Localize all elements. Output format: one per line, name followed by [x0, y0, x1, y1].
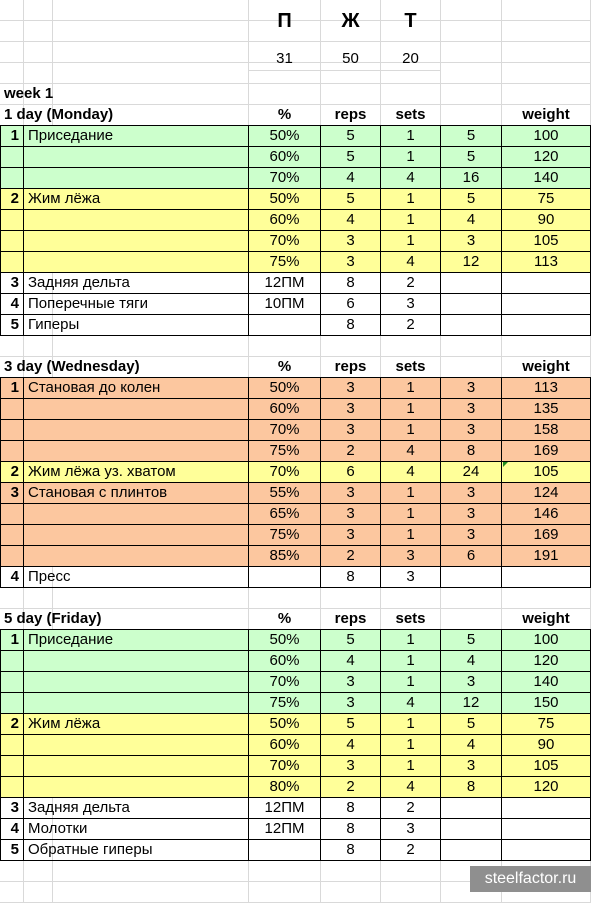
weight-cell[interactable]: 75 [502, 714, 591, 735]
total-cell[interactable] [441, 567, 502, 588]
percent-cell[interactable]: 12ПМ [249, 798, 321, 819]
weight-cell[interactable]: 140 [502, 672, 591, 693]
row-index[interactable] [0, 231, 24, 252]
grid-cell[interactable] [24, 882, 53, 903]
grid-cell[interactable] [0, 21, 24, 42]
weight-cell[interactable]: 90 [502, 210, 591, 231]
grid-cell[interactable] [0, 0, 24, 21]
reps-cell[interactable]: 3 [321, 378, 381, 399]
row-index[interactable] [0, 693, 24, 714]
reps-cell[interactable]: 2 [321, 777, 381, 798]
weight-cell[interactable]: 75 [502, 189, 591, 210]
percent-cell[interactable]: 70% [249, 672, 321, 693]
percent-cell[interactable]: 75% [249, 441, 321, 462]
exercise-name[interactable]: Приседание [24, 126, 249, 147]
grid-cell[interactable] [441, 0, 502, 21]
row-index[interactable]: 3 [0, 273, 24, 294]
column-header: reps [321, 609, 381, 630]
weight-cell[interactable]: 120 [502, 147, 591, 168]
column-header: % [249, 609, 321, 630]
exercise-name[interactable]: Становая с плинтов [24, 483, 249, 504]
row-index[interactable]: 3 [0, 483, 24, 504]
exercise-name[interactable]: Гиперы [24, 315, 249, 336]
total-cell[interactable]: 24 [441, 462, 502, 483]
grid-cell[interactable] [249, 861, 321, 882]
reps-cell[interactable]: 3 [321, 756, 381, 777]
percent-cell[interactable]: 60% [249, 147, 321, 168]
percent-cell[interactable]: 65% [249, 504, 321, 525]
week-label: week 1 [0, 84, 249, 105]
reps-cell[interactable]: 4 [321, 735, 381, 756]
grid-cell[interactable] [53, 861, 249, 882]
row-index[interactable]: 5 [0, 840, 24, 861]
weight-cell[interactable]: 120 [502, 651, 591, 672]
header-number: 20 [381, 46, 441, 71]
grid-cell[interactable] [502, 21, 591, 42]
grid-cell[interactable] [321, 84, 381, 105]
total-cell[interactable]: 3 [441, 756, 502, 777]
exercise-name[interactable] [24, 651, 249, 672]
total-cell[interactable]: 3 [441, 504, 502, 525]
row-index[interactable] [0, 399, 24, 420]
reps-cell[interactable]: 6 [321, 462, 381, 483]
row-index[interactable]: 1 [0, 630, 24, 651]
exercise-name[interactable] [24, 252, 249, 273]
sets-cell[interactable]: 1 [381, 756, 441, 777]
column-header: sets [381, 609, 441, 630]
grid-cell[interactable] [321, 336, 381, 357]
row-index[interactable] [0, 441, 24, 462]
weight-cell[interactable]: 191 [502, 546, 591, 567]
total-cell[interactable]: 5 [441, 189, 502, 210]
reps-cell[interactable]: 5 [321, 147, 381, 168]
exercise-name[interactable] [24, 210, 249, 231]
total-cell[interactable] [441, 315, 502, 336]
sets-cell[interactable]: 4 [381, 441, 441, 462]
row-index[interactable] [0, 735, 24, 756]
sets-cell[interactable]: 4 [381, 168, 441, 189]
reps-cell[interactable]: 3 [321, 252, 381, 273]
column-header: sets [381, 105, 441, 126]
row-index[interactable]: 2 [0, 462, 24, 483]
header-letter: П [249, 0, 321, 42]
row-index[interactable] [0, 420, 24, 441]
total-cell[interactable]: 5 [441, 126, 502, 147]
reps-cell[interactable]: 5 [321, 189, 381, 210]
total-cell[interactable]: 16 [441, 168, 502, 189]
total-cell[interactable]: 6 [441, 546, 502, 567]
percent-cell[interactable]: 50% [249, 714, 321, 735]
grid-cell[interactable] [0, 861, 24, 882]
sets-cell[interactable]: 3 [381, 567, 441, 588]
sets-cell[interactable]: 4 [381, 462, 441, 483]
grid-cell[interactable] [441, 42, 502, 63]
exercise-name[interactable]: Задняя дельта [24, 273, 249, 294]
grid-cell[interactable] [441, 21, 502, 42]
total-cell[interactable]: 3 [441, 399, 502, 420]
percent-cell[interactable]: 60% [249, 399, 321, 420]
row-index[interactable] [0, 504, 24, 525]
sets-cell[interactable]: 2 [381, 273, 441, 294]
grid-cell[interactable] [502, 84, 591, 105]
total-cell[interactable]: 4 [441, 735, 502, 756]
total-cell[interactable]: 3 [441, 672, 502, 693]
reps-cell[interactable]: 2 [321, 441, 381, 462]
weight-cell[interactable]: 100 [502, 126, 591, 147]
sets-cell[interactable]: 1 [381, 735, 441, 756]
total-cell[interactable]: 4 [441, 210, 502, 231]
grid-cell[interactable] [24, 0, 53, 21]
exercise-name[interactable] [24, 693, 249, 714]
weight-cell[interactable] [502, 273, 591, 294]
exercise-name[interactable]: Жим лёжа уз. хватом [24, 462, 249, 483]
row-index[interactable]: 1 [0, 378, 24, 399]
grid-cell[interactable] [441, 588, 502, 609]
column-header [441, 609, 502, 630]
grid-cell[interactable] [502, 588, 591, 609]
reps-cell[interactable]: 5 [321, 714, 381, 735]
column-header: % [249, 105, 321, 126]
sets-cell[interactable]: 2 [381, 840, 441, 861]
percent-cell[interactable]: 75% [249, 525, 321, 546]
sets-cell[interactable]: 1 [381, 147, 441, 168]
total-cell[interactable]: 4 [441, 651, 502, 672]
grid-cell[interactable] [441, 63, 502, 84]
weight-cell[interactable]: 146 [502, 504, 591, 525]
row-index[interactable]: 4 [0, 567, 24, 588]
section-title: 5 day (Friday) [0, 609, 249, 630]
grid-cell[interactable] [381, 861, 441, 882]
total-cell[interactable] [441, 273, 502, 294]
header-number: 50 [321, 46, 381, 71]
grid-cell[interactable] [53, 336, 249, 357]
percent-cell[interactable]: 50% [249, 126, 321, 147]
row-index[interactable] [0, 147, 24, 168]
total-cell[interactable] [441, 840, 502, 861]
column-header: weight [502, 609, 591, 630]
grid-cell[interactable] [0, 588, 24, 609]
grid-cell[interactable] [0, 882, 24, 903]
exercise-name[interactable]: Становая до колен [24, 378, 249, 399]
percent-cell[interactable]: 75% [249, 693, 321, 714]
weight-cell[interactable]: 113 [502, 252, 591, 273]
reps-cell[interactable]: 3 [321, 672, 381, 693]
percent-cell[interactable]: 12ПМ [249, 273, 321, 294]
watermark: steelfactor.ru [470, 866, 591, 892]
grid-cell[interactable] [249, 588, 321, 609]
column-header: reps [321, 105, 381, 126]
total-cell[interactable] [441, 819, 502, 840]
sets-cell[interactable]: 3 [381, 294, 441, 315]
exercise-name[interactable] [24, 420, 249, 441]
sets-cell[interactable]: 1 [381, 672, 441, 693]
weight-cell[interactable] [502, 315, 591, 336]
percent-cell[interactable]: 10ПМ [249, 294, 321, 315]
sets-cell[interactable]: 2 [381, 798, 441, 819]
total-cell[interactable]: 3 [441, 378, 502, 399]
header-letter: Т [381, 0, 441, 42]
percent-cell[interactable]: 60% [249, 651, 321, 672]
sets-cell[interactable]: 1 [381, 651, 441, 672]
exercise-name[interactable]: Жим лёжа [24, 189, 249, 210]
percent-cell[interactable]: 50% [249, 189, 321, 210]
weight-cell[interactable] [502, 819, 591, 840]
exercise-name[interactable] [24, 147, 249, 168]
reps-cell[interactable]: 5 [321, 126, 381, 147]
weight-cell[interactable]: 105 [502, 462, 591, 483]
sets-cell[interactable]: 3 [381, 546, 441, 567]
percent-cell[interactable]: 70% [249, 462, 321, 483]
exercise-name[interactable] [24, 546, 249, 567]
sets-cell[interactable]: 4 [381, 693, 441, 714]
percent-cell[interactable] [249, 315, 321, 336]
sets-cell[interactable]: 1 [381, 399, 441, 420]
column-header [441, 357, 502, 378]
reps-cell[interactable]: 3 [321, 525, 381, 546]
grid-cell[interactable] [441, 336, 502, 357]
sets-cell[interactable]: 2 [381, 315, 441, 336]
reps-cell[interactable]: 5 [321, 630, 381, 651]
section-title: 1 day (Monday) [0, 105, 249, 126]
weight-cell[interactable]: 124 [502, 483, 591, 504]
total-cell[interactable]: 5 [441, 714, 502, 735]
grid-cell[interactable] [53, 882, 249, 903]
exercise-name[interactable]: Задняя дельта [24, 798, 249, 819]
sets-cell[interactable]: 1 [381, 483, 441, 504]
weight-cell[interactable]: 150 [502, 693, 591, 714]
grid-cell[interactable] [24, 336, 53, 357]
weight-cell[interactable]: 169 [502, 441, 591, 462]
grid-cell[interactable] [381, 882, 441, 903]
section-title: 3 day (Wednesday) [0, 357, 249, 378]
weight-cell[interactable] [502, 798, 591, 819]
comment-marker-icon[interactable] [503, 462, 508, 467]
percent-cell[interactable]: 75% [249, 252, 321, 273]
column-header: % [249, 357, 321, 378]
weight-cell[interactable]: 105 [502, 756, 591, 777]
column-header [441, 105, 502, 126]
exercise-name[interactable] [24, 777, 249, 798]
row-index[interactable]: 4 [0, 819, 24, 840]
percent-cell[interactable]: 85% [249, 546, 321, 567]
grid-cell[interactable] [321, 861, 381, 882]
weight-cell[interactable]: 158 [502, 420, 591, 441]
row-index[interactable]: 2 [0, 189, 24, 210]
total-cell[interactable]: 5 [441, 630, 502, 651]
percent-cell[interactable] [249, 840, 321, 861]
grid-cell[interactable] [249, 336, 321, 357]
row-index[interactable] [0, 546, 24, 567]
percent-cell[interactable]: 50% [249, 378, 321, 399]
total-cell[interactable]: 8 [441, 441, 502, 462]
header-number: 31 [249, 46, 321, 71]
percent-cell[interactable]: 70% [249, 168, 321, 189]
weight-cell[interactable] [502, 840, 591, 861]
weight-cell[interactable]: 169 [502, 525, 591, 546]
sets-cell[interactable]: 4 [381, 252, 441, 273]
grid-cell[interactable] [249, 84, 321, 105]
exercise-name[interactable]: Жим лёжа [24, 714, 249, 735]
reps-cell[interactable]: 3 [321, 693, 381, 714]
grid-cell[interactable] [53, 588, 249, 609]
exercise-name[interactable] [24, 735, 249, 756]
row-index[interactable]: 5 [0, 315, 24, 336]
sets-cell[interactable]: 1 [381, 378, 441, 399]
sets-cell[interactable]: 1 [381, 420, 441, 441]
reps-cell[interactable]: 6 [321, 294, 381, 315]
exercise-name[interactable] [24, 504, 249, 525]
reps-cell[interactable]: 3 [321, 504, 381, 525]
grid-cell[interactable] [381, 84, 441, 105]
reps-cell[interactable]: 8 [321, 567, 381, 588]
reps-cell[interactable]: 4 [321, 168, 381, 189]
percent-cell[interactable]: 60% [249, 210, 321, 231]
exercise-name[interactable] [24, 756, 249, 777]
percent-cell[interactable]: 50% [249, 630, 321, 651]
reps-cell[interactable]: 4 [321, 651, 381, 672]
sets-cell[interactable]: 1 [381, 126, 441, 147]
row-index[interactable] [0, 651, 24, 672]
row-index[interactable]: 2 [0, 714, 24, 735]
total-cell[interactable]: 3 [441, 420, 502, 441]
exercise-name[interactable]: Обратные гиперы [24, 840, 249, 861]
grid-cell[interactable] [0, 63, 24, 84]
exercise-name[interactable] [24, 441, 249, 462]
total-cell[interactable]: 12 [441, 693, 502, 714]
weight-cell[interactable]: 140 [502, 168, 591, 189]
reps-cell[interactable]: 8 [321, 315, 381, 336]
exercise-name[interactable] [24, 672, 249, 693]
total-cell[interactable] [441, 294, 502, 315]
percent-cell[interactable]: 70% [249, 231, 321, 252]
row-index[interactable]: 3 [0, 798, 24, 819]
sets-cell[interactable]: 1 [381, 630, 441, 651]
sets-cell[interactable]: 3 [381, 819, 441, 840]
exercise-name[interactable] [24, 231, 249, 252]
header-letter: Ж [321, 0, 381, 42]
sets-cell[interactable]: 1 [381, 210, 441, 231]
percent-cell[interactable]: 70% [249, 420, 321, 441]
row-index[interactable] [0, 756, 24, 777]
grid-cell[interactable] [381, 588, 441, 609]
grid-cell[interactable] [53, 42, 249, 63]
row-index[interactable] [0, 252, 24, 273]
grid-cell[interactable] [24, 861, 53, 882]
exercise-name[interactable]: Молотки [24, 819, 249, 840]
row-index[interactable]: 4 [0, 294, 24, 315]
grid-cell[interactable] [0, 42, 24, 63]
grid-cell[interactable] [24, 588, 53, 609]
reps-cell[interactable]: 8 [321, 819, 381, 840]
grid-cell[interactable] [502, 0, 591, 21]
row-index[interactable]: 1 [0, 126, 24, 147]
reps-cell[interactable]: 8 [321, 273, 381, 294]
grid-cell[interactable] [321, 588, 381, 609]
reps-cell[interactable]: 3 [321, 399, 381, 420]
exercise-name[interactable] [24, 168, 249, 189]
grid-cell[interactable] [502, 42, 591, 63]
sets-cell[interactable]: 1 [381, 714, 441, 735]
percent-cell[interactable]: 12ПМ [249, 819, 321, 840]
column-header: weight [502, 357, 591, 378]
weight-cell[interactable]: 105 [502, 231, 591, 252]
percent-cell[interactable]: 80% [249, 777, 321, 798]
grid-cell[interactable] [53, 63, 249, 84]
grid-cell[interactable] [502, 336, 591, 357]
weight-cell[interactable] [502, 294, 591, 315]
weight-cell[interactable]: 113 [502, 378, 591, 399]
grid-cell[interactable] [249, 882, 321, 903]
weight-cell[interactable]: 100 [502, 630, 591, 651]
percent-cell[interactable] [249, 567, 321, 588]
total-cell[interactable]: 12 [441, 252, 502, 273]
reps-cell[interactable]: 3 [321, 231, 381, 252]
grid-cell[interactable] [321, 882, 381, 903]
total-cell[interactable]: 8 [441, 777, 502, 798]
weight-cell[interactable]: 135 [502, 399, 591, 420]
reps-cell[interactable]: 8 [321, 798, 381, 819]
exercise-name[interactable] [24, 525, 249, 546]
column-header: weight [502, 105, 591, 126]
percent-cell[interactable]: 70% [249, 756, 321, 777]
grid-cell[interactable] [53, 0, 249, 21]
grid-cell[interactable] [502, 63, 591, 84]
sets-cell[interactable]: 4 [381, 777, 441, 798]
reps-cell[interactable]: 3 [321, 420, 381, 441]
exercise-name[interactable]: Пресс [24, 567, 249, 588]
weight-cell[interactable]: 120 [502, 777, 591, 798]
total-cell[interactable] [441, 798, 502, 819]
weight-cell[interactable]: 90 [502, 735, 591, 756]
column-header: sets [381, 357, 441, 378]
exercise-name[interactable] [24, 399, 249, 420]
grid-cell[interactable] [53, 21, 249, 42]
percent-cell[interactable]: 55% [249, 483, 321, 504]
reps-cell[interactable]: 8 [321, 840, 381, 861]
sets-cell[interactable]: 1 [381, 189, 441, 210]
percent-cell[interactable]: 60% [249, 735, 321, 756]
row-index[interactable] [0, 672, 24, 693]
grid-cell[interactable] [24, 21, 53, 42]
sets-cell[interactable]: 1 [381, 525, 441, 546]
total-cell[interactable]: 5 [441, 147, 502, 168]
grid-cell[interactable] [381, 336, 441, 357]
sets-cell[interactable]: 1 [381, 231, 441, 252]
exercise-name[interactable]: Приседание [24, 630, 249, 651]
row-index[interactable] [0, 525, 24, 546]
exercise-name[interactable]: Поперечные тяги [24, 294, 249, 315]
grid-cell[interactable] [441, 84, 502, 105]
grid-cell[interactable] [24, 63, 53, 84]
grid-cell[interactable] [24, 42, 53, 63]
total-cell[interactable]: 3 [441, 525, 502, 546]
reps-cell[interactable]: 3 [321, 483, 381, 504]
row-index[interactable] [0, 168, 24, 189]
row-index[interactable] [0, 210, 24, 231]
total-cell[interactable]: 3 [441, 231, 502, 252]
reps-cell[interactable]: 2 [321, 546, 381, 567]
row-index[interactable] [0, 777, 24, 798]
column-header: reps [321, 357, 381, 378]
grid-cell[interactable] [0, 336, 24, 357]
total-cell[interactable]: 3 [441, 483, 502, 504]
sets-cell[interactable]: 1 [381, 504, 441, 525]
weight-cell[interactable] [502, 567, 591, 588]
reps-cell[interactable]: 4 [321, 210, 381, 231]
